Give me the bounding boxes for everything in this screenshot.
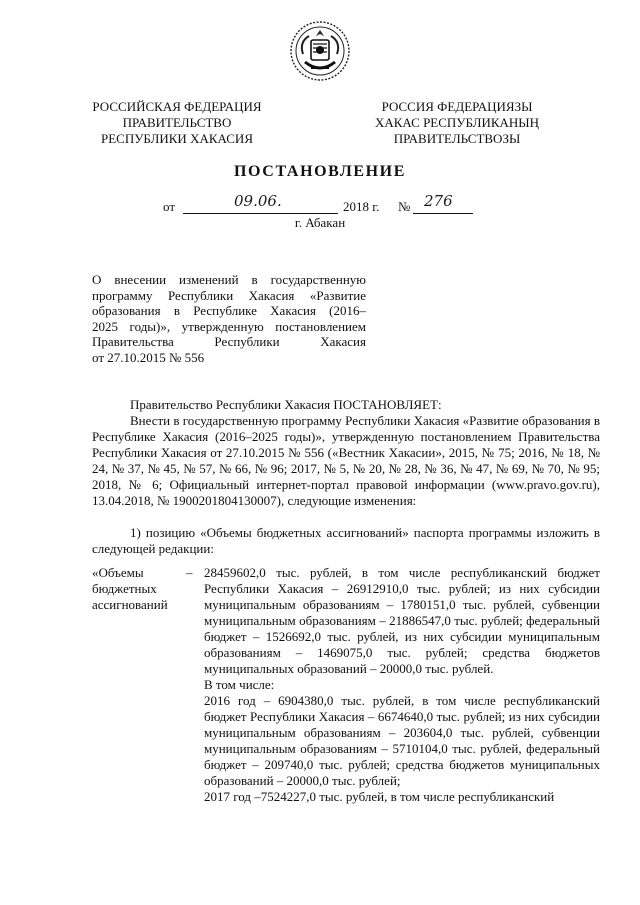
- city: г. Абакан: [294, 215, 346, 230]
- subject-line: 2025 годы)», утвержденную постановлением: [92, 318, 366, 334]
- table-label-line: «Объемы: [92, 565, 144, 580]
- table-dash: –: [186, 565, 193, 580]
- table-label: [92, 565, 188, 613]
- header-left: [82, 99, 272, 147]
- date-prefix: от: [163, 199, 176, 214]
- header-right-line: РОССИЯ ФЕДЕРАЦИЯЗЫ: [381, 99, 533, 114]
- subject-line: О внесении изменений в государственную: [92, 272, 366, 287]
- budget-year-2017: 2017 год –7524227,0 тыс. рублей, в том числе республиканский: [204, 789, 555, 804]
- main-paragraph: Внести в государственную программу Республики Хакасия «Развитие образования в Республике Хакасия (2016–2025 годы)», утвержденную постановлением Правительства Республики Хакасия от 27.10.2015 № 556 («Вестник Хакасии», 2015, № 75; 2016, № 18, № 24, № 37, № 45, № 57, № 66, № 96; 2017, № 5, № 20, № 28, № 36, № 47, № 69, № 70, № 95; 2018, № 6; Официальный интернет-портал правовой информации (www.pravo.gov.ru), 13.04.2018, № 1900201804130007), следующие изменения:: [92, 413, 601, 508]
- subject-line: от 27.10.2015 № 556: [92, 349, 205, 365]
- header-right-line: ХАКАС РЕСПУБЛИКАНЫҢ: [374, 115, 540, 130]
- subject-line: программу Республики Хакасия «Развитие: [92, 287, 366, 303]
- number-sign: №: [398, 199, 411, 214]
- subject-line: Правительства Республики Хакасия: [92, 334, 366, 350]
- header-right: [362, 99, 552, 147]
- number-value: 276: [424, 192, 453, 210]
- budget-including: В том числе:: [204, 677, 275, 692]
- header-left-line: РОССИЙСКАЯ ФЕДЕРАЦИЯ: [92, 99, 262, 114]
- coat-of-arms-emblem: [289, 20, 351, 82]
- item-1: 1) позицию «Объемы бюджетных ассигнований» паспорта программы изложить в следующей редакции:: [92, 525, 600, 556]
- document-title: ПОСТАНОВЛЕНИЕ: [234, 163, 406, 180]
- subject-line: образования в Республике Хакасия (2016–: [92, 303, 366, 319]
- date-value: 09.06.: [234, 192, 282, 210]
- header-left-line: ПРАВИТЕЛЬСТВО: [122, 115, 232, 130]
- budget-total: 28459602,0 тыс. рублей, в том числе республиканский бюджет Республики Хакасия – 26912910,0 тыс. рублей; из них субсидии муниципальным образованиям – 1780151,0 тыс. рублей, субвенции муниципальным образованиям – 21886547,0 тыс. рублей; федеральный бюджет – 1526692,0 тыс. рублей, из них субсидии муниципальным образованиям – 1469075,0 тыс. рублей; средства бюджетов муниципальных образований – 20000,0 тыс. рублей.: [204, 565, 600, 676]
- table-body: [204, 565, 600, 805]
- table-label-line: ассигнований: [92, 597, 168, 612]
- table-label-line: бюджетных: [92, 581, 157, 596]
- budget-year-2016: 2016 год – 6904380,0 тыс. рублей, в том числе республиканский бюджет Республики Хакасия – 6674640,0 тыс. рублей; из них субсидии муниципальным образованиям – 203604,0 тыс. рублей, субвенции муниципальным образованиям – 5710104,0 тыс. рублей, федеральный бюджет – 209740,0 тыс. рублей; средства бюджетов муниципальных образований – 20000,0 тыс. рублей;: [204, 693, 600, 788]
- header-left-line: РЕСПУБЛИКИ ХАКАСИЯ: [100, 131, 253, 146]
- decree-intro: Правительство Республики Хакасия ПОСТАНОВЛЯЕТ:: [130, 397, 442, 412]
- year-label: 2018 г.: [343, 199, 380, 214]
- header-right-line: ПРАВИТЕЛЬСТВОЗЫ: [393, 131, 521, 146]
- subject-block: [92, 272, 366, 366]
